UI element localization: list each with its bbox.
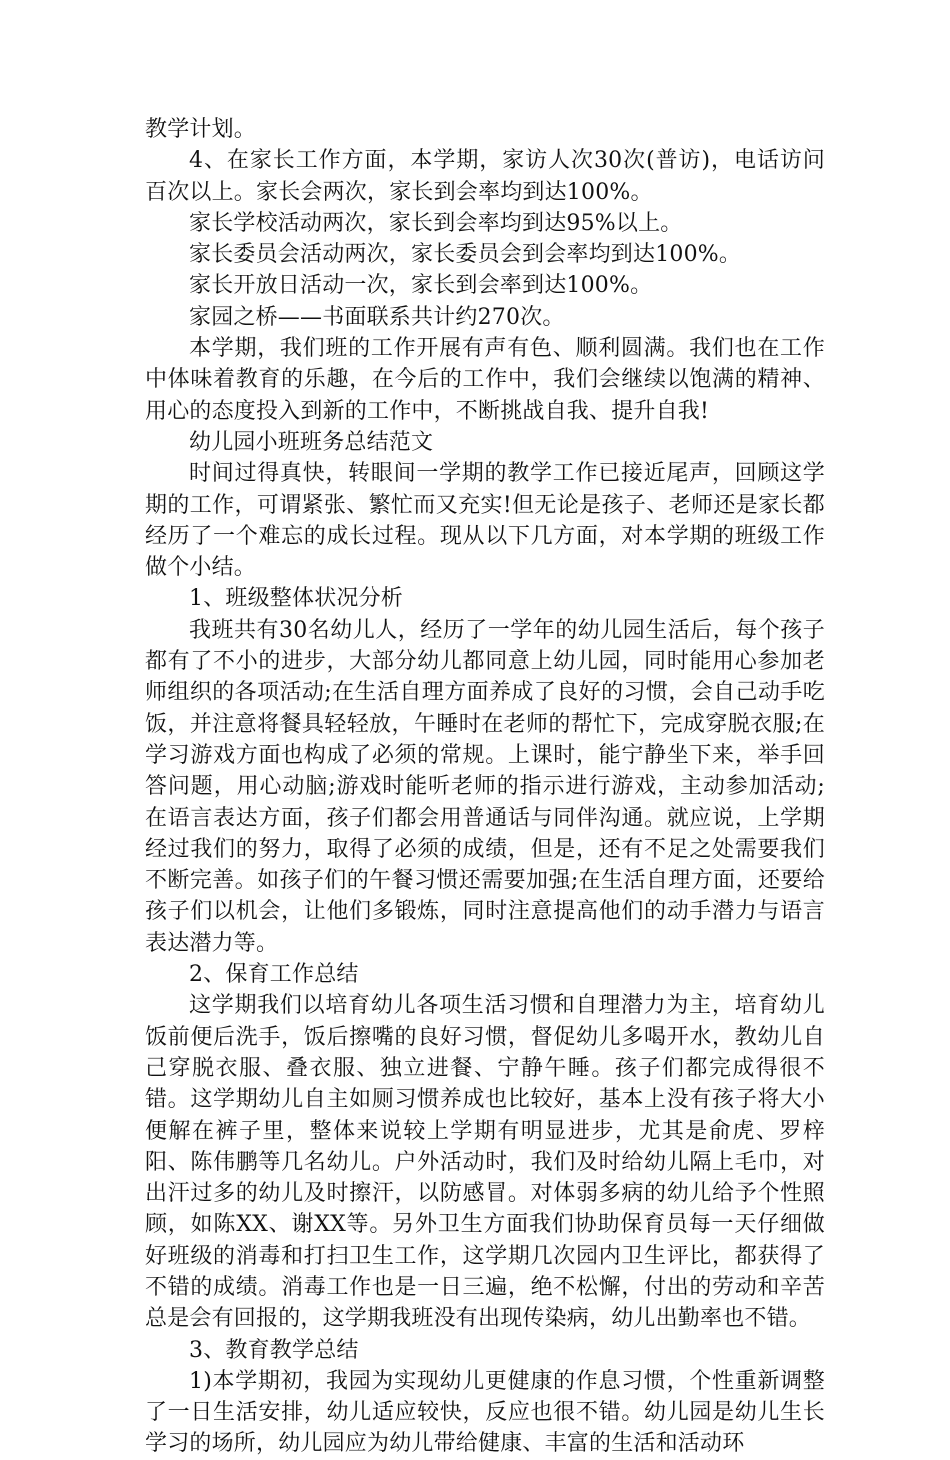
paragraph-open-day: 家长开放日活动一次，家长到会率到达100%。: [189, 273, 653, 299]
paragraph-teaching: 1)本学期初，我园为实现幼儿更健康的作息习惯，个性重新调整了一日生活安排，幼儿适应较快，反应也很不错。幼儿园是幼儿生长学习的场所，幼儿园应为幼儿带给健康、丰富的生活和活动环: [145, 1368, 825, 1457]
heading-care-work: 2、保育工作总结: [189, 962, 359, 988]
paragraph-care-work: 这学期我们以培育幼儿各项生活习惯和自理潜力为主，培育幼儿饭前便后洗手，饭后擦嘴的良好习惯，督促幼儿多喝开水，教幼儿自己穿脱衣服、叠衣服、独立进餐、宁静午睡。孩子们都完成得很不错。这学期幼儿自主如厕习惯养成也比较好，基本上没有孩子将大小便解在裤子里，整体来说较上学期有明显进步，尤其是俞虎、罗梓阳、陈伟鹏等几名幼儿。户外活动时，我们及时给幼儿隔上毛巾，对出汗过多的幼儿及时擦汗，以防感冒。对体弱多病的幼儿给予个性照顾，如陈XX、谢XX等。另外卫生方面我们协助保育员每一天仔细做好班级的消毒和打扫卫生工作，这学期几次园内卫生评比，都获得了不错的成绩。消毒工作也是一日三遍，绝不松懈，付出的劳动和辛苦总是会有回报的，这学期我班没有出现传染病，幼儿出勤率也不错。: [145, 993, 825, 1332]
paragraph-semester-summary: 本学期，我们班的工作开展有声有色、顺利圆满。我们也在工作中体味着教育的乐趣，在今后的工作中，我们会继续以饱满的精神、用心的态度投入到新的工作中，不断挑战自我、提升自我!: [145, 336, 825, 424]
heading-class-analysis: 1、班级整体状况分析: [189, 586, 403, 612]
paragraph-class-analysis: 我班共有30名幼儿人，经历了一学年的幼儿园生活后，每个孩子都有了不小的进步，大部分幼儿都同意上幼儿园，同时能用心参加老师组织的各项活动;在生活自理方面养成了良好的习惯，会自己动手吃饭，并注意将餐具轻轻放，午睡时在老师的帮忙下，完成穿脱衣服;在学习游戏方面也构成了必须的常规。上课时，能宁静坐下来，举手回答问题，用心动脑;游戏时能听老师的指示进行游戏，主动参加活动;在语言表达方面，孩子们都会用普通话与同伴沟通。就应说，上学期经过我们的努力，取得了必须的成绩，但是，还有不足之处需要我们不断完善。如孩子们的午餐习惯还需要加强;在生活自理方面，还要给孩子们以机会，让他们多锻炼，同时注意提高他们的动手潜力与语言表达潜力等。: [145, 617, 825, 956]
document-page: [145, 114, 825, 1460]
paragraph-home-bridge: 家园之桥——书面联系共计约270次。: [189, 304, 565, 330]
paragraph-continuation: 教学计划。: [145, 117, 257, 142]
paragraph-intro: 时间过得真快，转眼间一学期的教学工作已接近尾声，回顾这学期的工作，可谓紧张、繁忙而又充实!但无论是孩子、老师还是家长都经历了一个难忘的成长过程。现从以下几方面，对本学期的班级工作做个小结。: [145, 461, 825, 581]
paragraph-parent-committee: 家长委员会活动两次，家长委员会到会率均到达100%。: [189, 242, 742, 268]
heading-teaching: 3、教育教学总结: [189, 1337, 359, 1363]
paragraph-parent-work: 4、在家长工作方面，本学期，家访人次30次(普访)，电话访问百次以上。家长会两次，家长到会率均到达100%。: [145, 148, 825, 205]
section-title: 幼儿园小班班务总结范文: [189, 429, 434, 455]
paragraph-parent-school: 家长学校活动两次，家长到会率均到达95%以上。: [189, 210, 683, 236]
